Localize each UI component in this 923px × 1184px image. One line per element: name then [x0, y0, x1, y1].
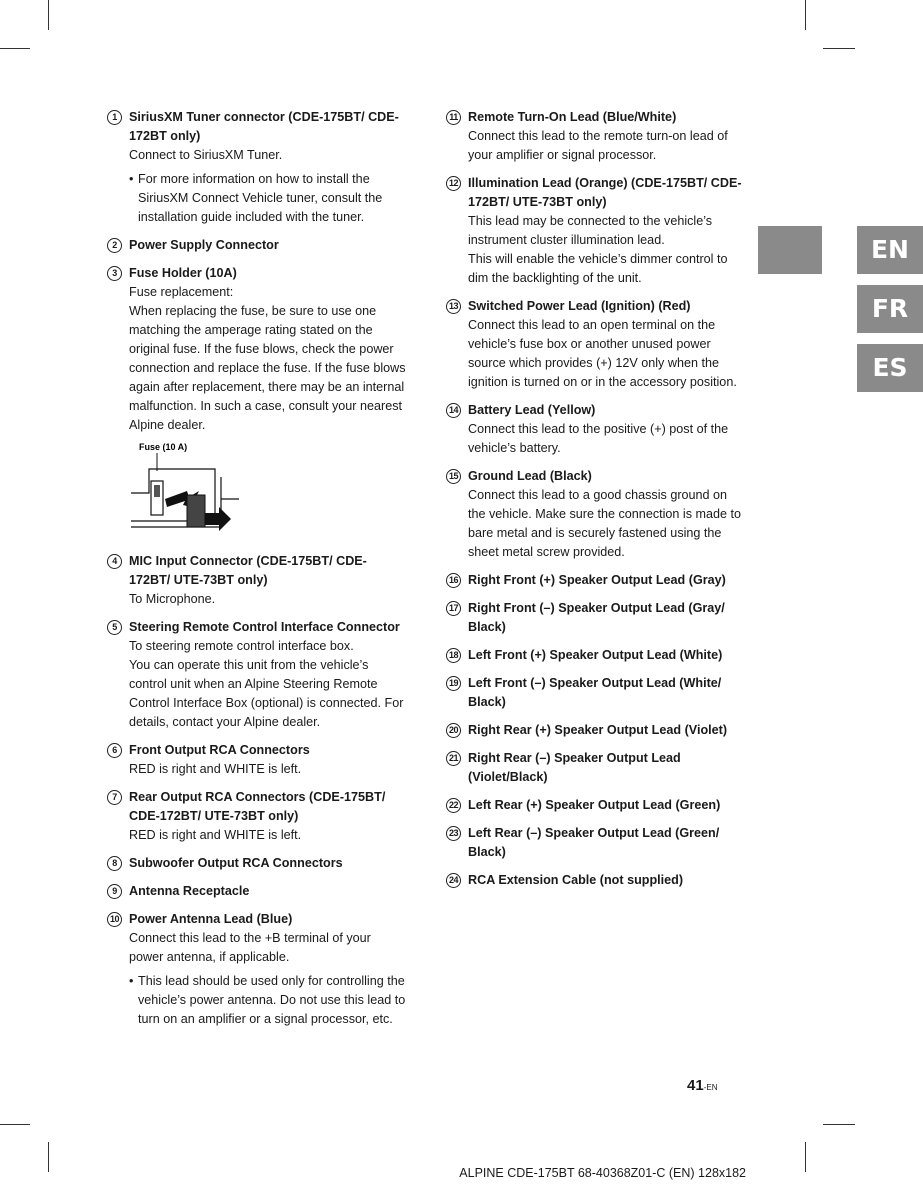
- item-text: RED is right and WHITE is left.: [129, 762, 302, 776]
- item-number: 20: [446, 723, 461, 738]
- list-item: [446, 571, 746, 590]
- item-text: This lead may be connected to the vehicle’s instrument cluster illumination lead.: [468, 214, 713, 247]
- list-item: [446, 871, 746, 890]
- item-number: 19: [446, 676, 461, 691]
- item-number: 15: [446, 469, 461, 484]
- item-number: 18: [446, 648, 461, 663]
- list-item: [107, 788, 407, 845]
- crop-mark: [823, 1124, 855, 1125]
- item-number: 2: [107, 238, 122, 253]
- item-number: 5: [107, 620, 122, 635]
- list-item: [107, 618, 407, 732]
- list-item: [446, 749, 746, 787]
- page-number-suffix: -EN: [703, 1083, 718, 1092]
- item-title: Battery Lead (Yellow): [468, 403, 596, 417]
- item-title: Subwoofer Output RCA Connectors: [129, 856, 343, 870]
- crop-mark: [48, 1142, 49, 1172]
- item-bullet: • This lead should be used only for controlling the vehicle’s power antenna. Do not use this lead to turn on an amplifier or a signal processor, etc.: [129, 972, 407, 1029]
- item-number: 7: [107, 790, 122, 805]
- list-item: [107, 552, 407, 609]
- list-item: [446, 467, 746, 562]
- language-tab-es[interactable]: ES: [857, 344, 923, 392]
- item-title: Fuse Holder (10A): [129, 266, 237, 280]
- footer-code: ALPINE CDE-175BT 68-40368Z01-C (EN) 128x182: [459, 1166, 746, 1180]
- list-item: [446, 108, 746, 165]
- item-number: 8: [107, 856, 122, 871]
- list-item: [107, 741, 407, 779]
- item-number: 21: [446, 751, 461, 766]
- item-number: 14: [446, 403, 461, 418]
- crop-mark: [823, 48, 855, 49]
- item-number: 6: [107, 743, 122, 758]
- language-tab-en-marker: [758, 226, 822, 274]
- item-title: Front Output RCA Connectors: [129, 743, 310, 757]
- item-title: Rear Output RCA Connectors (CDE-175BT/ CDE-172BT/ UTE-73BT only): [129, 790, 386, 823]
- item-title: Left Front (+) Speaker Output Lead (White): [468, 648, 723, 662]
- left-column: [107, 108, 407, 1038]
- item-text: To Microphone.: [129, 592, 216, 606]
- item-text: To steering remote control interface box.: [129, 639, 354, 653]
- list-item: [446, 401, 746, 458]
- list-item: [446, 796, 746, 815]
- page-number-value: 41: [687, 1077, 704, 1094]
- item-title: Remote Turn-On Lead (Blue/White): [468, 110, 677, 124]
- crop-mark: [48, 0, 49, 30]
- fuse-label: Fuse (10 A): [139, 442, 188, 452]
- crop-mark: [0, 48, 30, 49]
- list-item: [446, 674, 746, 712]
- item-text: Connect this lead to the positive (+) post of the vehicle’s battery.: [468, 422, 729, 455]
- item-title: Switched Power Lead (Ignition) (Red): [468, 299, 691, 313]
- item-text: Connect this lead to the +B terminal of your power antenna, if applicable.: [129, 931, 371, 964]
- item-number: 9: [107, 884, 122, 899]
- item-title: Power Antenna Lead (Blue): [129, 912, 293, 926]
- item-bullet: • For more information on how to install the SiriusXM Connect Vehicle tuner, consult the installation guide included with the tuner.: [129, 170, 407, 227]
- list-item: [446, 174, 746, 288]
- item-text: RED is right and WHITE is left.: [129, 828, 302, 842]
- item-number: 23: [446, 826, 461, 841]
- language-tab-en[interactable]: EN: [857, 226, 923, 274]
- list-item: [446, 824, 746, 862]
- list-item: [107, 264, 407, 543]
- item-title: Illumination Lead (Orange) (CDE-175BT/ CDE-172BT/ UTE-73BT only): [468, 176, 742, 209]
- list-item: [446, 297, 746, 392]
- item-title: Power Supply Connector: [129, 238, 279, 252]
- item-title: SiriusXM Tuner connector (CDE-175BT/ CDE-172BT only): [129, 110, 399, 143]
- item-title: Ground Lead (Black): [468, 469, 592, 483]
- item-number: 13: [446, 299, 461, 314]
- list-item: [446, 599, 746, 637]
- list-item: [107, 910, 407, 1029]
- item-title: Left Rear (–) Speaker Output Lead (Green/ Black): [468, 826, 720, 859]
- item-text: Connect this lead to the remote turn-on lead of your amplifier or signal processor.: [468, 129, 728, 162]
- item-title: Steering Remote Control Interface Connector: [129, 620, 400, 634]
- list-item: [107, 236, 407, 255]
- crop-mark: [805, 0, 806, 30]
- item-text: This will enable the vehicle’s dimmer control to dim the backlighting of the unit.: [468, 252, 728, 285]
- item-number: 4: [107, 554, 122, 569]
- item-title: Antenna Receptacle: [129, 884, 250, 898]
- item-title: RCA Extension Cable (not supplied): [468, 873, 684, 887]
- fuse-holder-illustration: [129, 441, 239, 537]
- item-number: 16: [446, 573, 461, 588]
- item-number: 22: [446, 798, 461, 813]
- item-title: MIC Input Connector (CDE-175BT/ CDE-172BT/ UTE-73BT only): [129, 554, 367, 587]
- item-title: Right Front (+) Speaker Output Lead (Gray): [468, 573, 726, 587]
- item-text: Connect this lead to a good chassis ground on the vehicle. Make sure the connection is made to bare metal and is securely fastened using the sheet metal screw provided.: [468, 488, 742, 559]
- list-item: [446, 721, 746, 740]
- item-text: Connect this lead to an open terminal on the vehicle’s fuse box or another unused power source which provides (+) 12V only when the ignition is turned on or in the accessory position.: [468, 318, 737, 389]
- fuse-figure: [129, 441, 407, 543]
- item-title: Right Front (–) Speaker Output Lead (Gray/ Black): [468, 601, 725, 634]
- item-title: Right Rear (–) Speaker Output Lead (Violet/Black): [468, 751, 681, 784]
- language-tab-fr[interactable]: FR: [857, 285, 923, 333]
- item-number: 11: [446, 110, 461, 125]
- item-text: Connect to SiriusXM Tuner.: [129, 148, 283, 162]
- item-number: 3: [107, 266, 122, 281]
- item-number: 24: [446, 873, 461, 888]
- item-number: 17: [446, 601, 461, 616]
- list-item: [107, 882, 407, 901]
- right-column: [446, 108, 746, 899]
- crop-mark: [0, 1124, 30, 1125]
- list-item: [107, 108, 407, 227]
- item-number: 1: [107, 110, 122, 125]
- item-title: Left Front (–) Speaker Output Lead (White/ Black): [468, 676, 722, 709]
- item-title: Right Rear (+) Speaker Output Lead (Violet): [468, 723, 728, 737]
- list-item: [446, 646, 746, 665]
- item-text: You can operate this unit from the vehicle’s control unit when an Alpine Steering Remote Control Interface Box (optional) is connected. For details, contact your Alpine dealer.: [129, 658, 404, 729]
- item-title: Left Rear (+) Speaker Output Lead (Green): [468, 798, 721, 812]
- list-item: [107, 854, 407, 873]
- item-number: 10: [107, 912, 122, 927]
- item-text: When replacing the fuse, be sure to use one matching the amperage rating stated on the original fuse. If the fuse blows, check the power connection and replace the fuse. If the fuse blows again after replacement, there may be an internal malfunction. In such a case, consult your nearest Alpine dealer.: [129, 304, 406, 432]
- page-number: [687, 1077, 717, 1094]
- crop-mark: [805, 1142, 806, 1172]
- item-text: Fuse replacement:: [129, 285, 234, 299]
- item-number: 12: [446, 176, 461, 191]
